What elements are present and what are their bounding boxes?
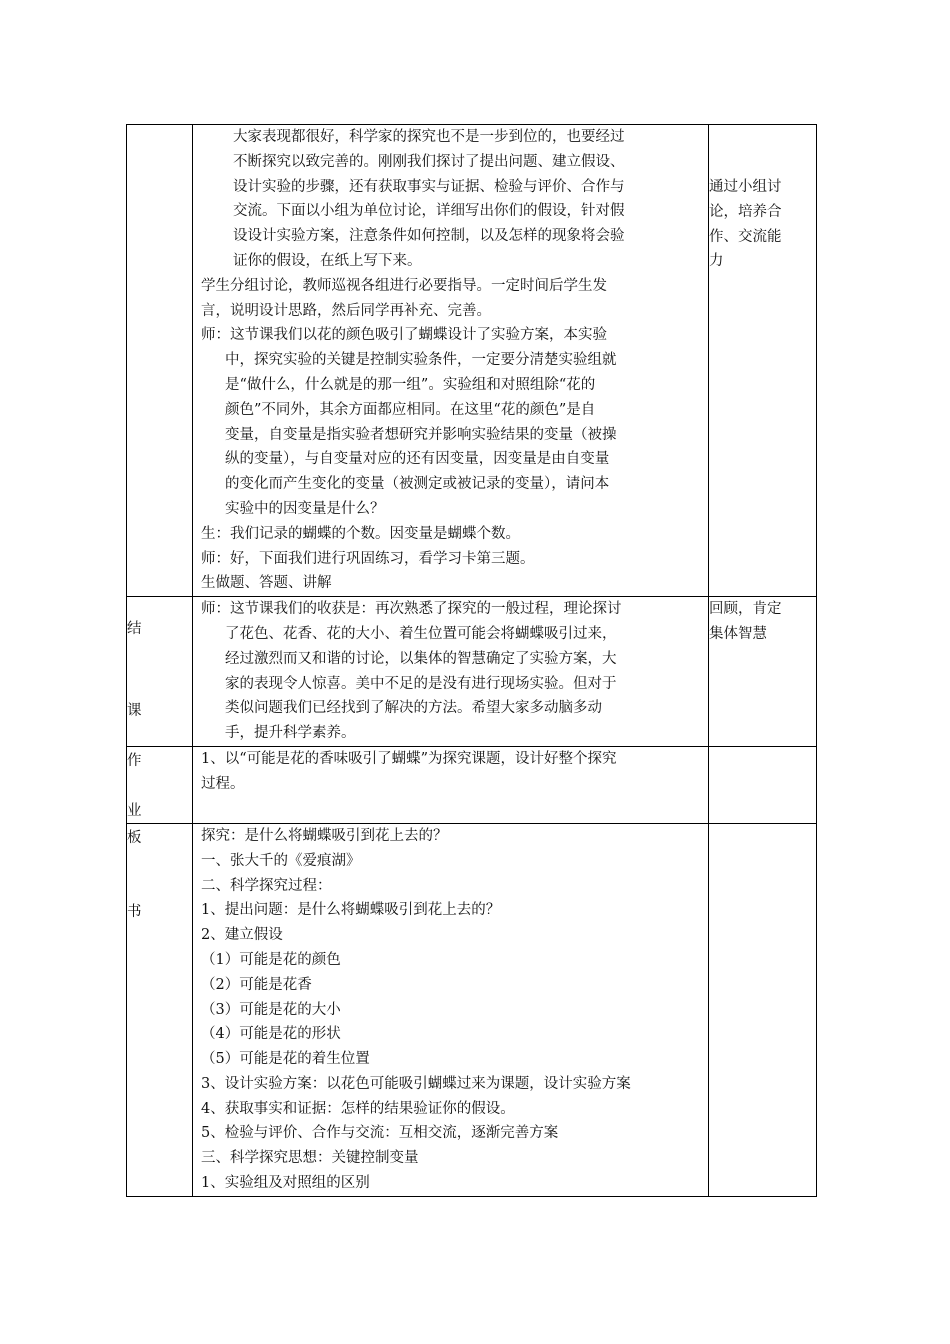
- content-line: 1、实验组及对照组的区别: [201, 1175, 370, 1192]
- content-cell: [193, 597, 709, 747]
- purpose-note-cell: [709, 823, 817, 1196]
- content-line: 师：这节课我们以花的颜色吸引了蝴蝶设计了实验方案，本实验: [201, 327, 607, 344]
- content-line: 变量，自变量是指实验者想研究并影响实验结果的变量（被操: [225, 426, 617, 443]
- content-cell: [193, 823, 709, 1196]
- section-label-char: 板: [127, 829, 142, 846]
- content-line: 生：我们记录的蝴蝶的个数。因变量是蝴蝶个数。: [201, 525, 520, 542]
- content-line: 证你的假设，在纸上写下来。: [233, 252, 422, 269]
- content-line: 二、科学探究过程：: [201, 877, 332, 894]
- content-line: 过程。: [201, 775, 245, 792]
- content-line: 5、检验与评价、合作与交流：互相交流，逐渐完善方案: [201, 1125, 559, 1142]
- content-cell: [193, 125, 709, 597]
- table-row-blackboard: [127, 823, 817, 1196]
- content-line: 的变化而产生变化的变量（被测定或被记录的变量），请问本: [225, 476, 610, 493]
- content-line: 言，说明设计思路，然后同学再补充、完善。: [201, 302, 491, 319]
- content-line: 中，探究实验的关键是控制实验条件，一定要分清楚实验组就: [225, 352, 617, 369]
- content-line: （2）可能是花香: [201, 976, 312, 993]
- section-label-cell: [127, 597, 193, 747]
- content-line: 三、科学探究思想：关键控制变量: [201, 1150, 419, 1167]
- section-label-cell: [127, 746, 193, 823]
- content-line: 设计实验的步骤，还有获取事实与证据、检验与评价、合作与: [233, 178, 625, 195]
- section-label-char: 课: [127, 703, 142, 720]
- content-line: 经过激烈而又和谐的讨论，以集体的智慧确定了实验方案，大: [225, 650, 617, 667]
- section-label-char: 结: [127, 621, 142, 638]
- content-line: 师：好，下面我们进行巩固练习，看学习卡第三题。: [201, 550, 535, 567]
- purpose-note-cell: [709, 746, 817, 823]
- purpose-note-line: 回顾，肯定: [709, 601, 782, 618]
- content-line: 实验中的因变量是什么？: [225, 500, 385, 517]
- purpose-note-line: 集体智慧: [709, 625, 767, 642]
- section-label-char: 作: [127, 752, 142, 769]
- purpose-note-cell: [709, 597, 817, 747]
- content-line: 类似问题我们已经找到了解决的方法。希望大家多动脑多动: [225, 700, 602, 717]
- content-line: 是“做什么，什么就是的那一组”。实验组和对照组除“花的: [225, 376, 596, 393]
- content-line: 1、以“可能是花的香味吸引了蝴蝶”为探究课题，设计好整个探究: [201, 750, 617, 767]
- content-line: 学生分组讨论，教师巡视各组进行必要指导。一定时间后学生发: [201, 277, 607, 294]
- section-label-cell: [127, 125, 193, 597]
- content-line: （5）可能是花的着生位置: [201, 1051, 370, 1068]
- section-label-char: 书: [127, 903, 142, 920]
- content-line: （4）可能是花的形状: [201, 1026, 341, 1043]
- purpose-note-cell: [709, 125, 817, 597]
- content-line: 探究：是什么将蝴蝶吸引到花上去的？: [201, 827, 448, 844]
- purpose-note-line: 通过小组讨: [709, 179, 782, 195]
- lesson-plan-body: [127, 125, 817, 1197]
- content-line: 设设计实验方案，注意条件如何控制，以及怎样的现象将会验: [233, 228, 625, 245]
- purpose-note-line: 论，培养合: [709, 203, 782, 220]
- content-line: 师：这节课我们的收获是：再次熟悉了探究的一般过程，理论探讨: [201, 601, 622, 618]
- content-line: （3）可能是花的大小: [201, 1001, 341, 1018]
- content-line: 4、获取事实和证据：怎样的结果验证你的假设。: [201, 1100, 515, 1117]
- content-line: 一、张大千的《爱痕湖》: [201, 852, 361, 869]
- content-line: 大家表现都很好，科学家的探究也不是一步到位的，也要经过: [233, 129, 625, 145]
- purpose-note-line: 力: [709, 253, 724, 270]
- content-line: 家的表现令人惊喜。美中不足的是没有进行现场实验。但对于: [225, 675, 617, 692]
- content-line: 纵的变量），与自变量对应的还有因变量，因变量是由自变量: [225, 451, 610, 468]
- table-row-conclusion: [127, 597, 817, 747]
- content-line: 手，提升科学素养。: [225, 725, 356, 742]
- content-line: 不断探究以致完善的。刚刚我们探讨了提出问题、建立假设、: [233, 153, 625, 170]
- content-line: 3、设计实验方案：以花色可能吸引蝴蝶过来为课题，设计实验方案: [201, 1075, 631, 1092]
- table-row-discussion: [127, 125, 817, 597]
- content-line: 交流。下面以小组为单位讨论，详细写出你们的假设，针对假: [233, 203, 625, 220]
- section-label-cell: [127, 823, 193, 1196]
- content-line: 生做题、答题、讲解: [201, 575, 332, 592]
- content-cell: [193, 746, 709, 823]
- table-row-homework: [127, 746, 817, 823]
- content-line: 1、提出问题：是什么将蝴蝶吸引到花上去的？: [201, 902, 501, 919]
- content-line: 2、建立假设: [201, 927, 283, 944]
- section-label-char: 业: [127, 802, 142, 819]
- purpose-note-line: 作、交流能: [709, 228, 782, 245]
- content-line: （1）可能是花的颜色: [201, 951, 341, 968]
- content-line: 颜色”不同外，其余方面都应相同。在这里“花的颜色”是自: [225, 401, 596, 418]
- content-line: 了花色、花香、花的大小、着生位置可能会将蝴蝶吸引过来，: [225, 625, 617, 642]
- lesson-plan-table: [126, 124, 817, 1197]
